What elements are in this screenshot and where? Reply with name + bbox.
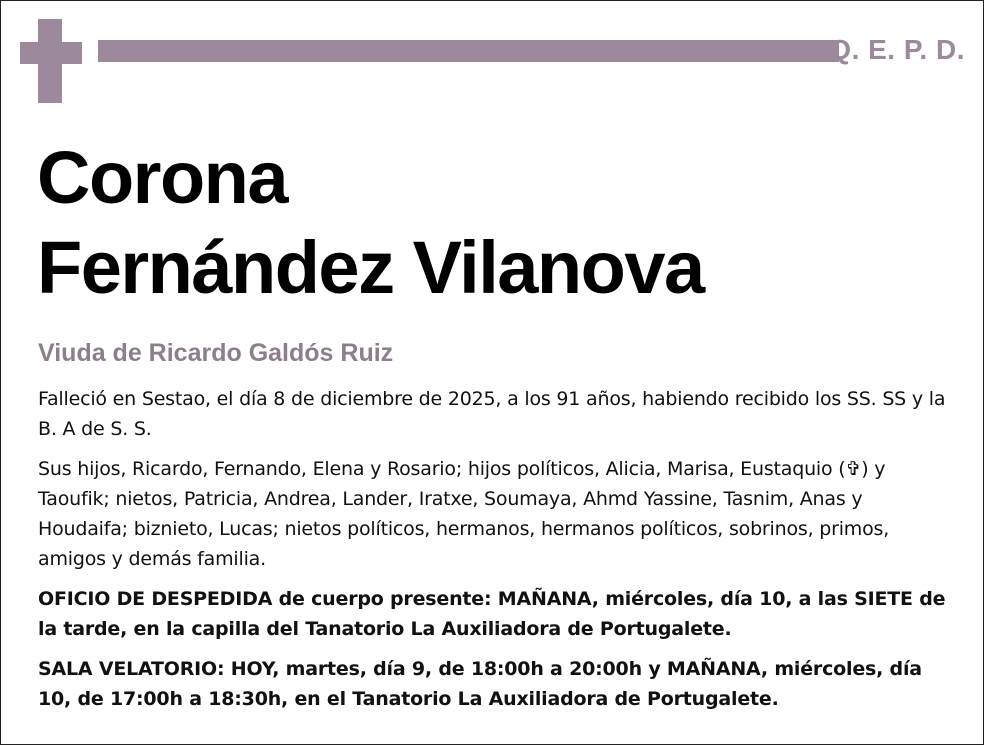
cross-icon-bar: [20, 42, 82, 64]
obituary-body: [38, 384, 958, 724]
family-paragraph: Sus hijos, Ricardo, Fernando, Elena y Rosario; hijos políticos, Alicia, Marisa, Eustaquio (✞) y Taoufik; nietos, Patricia, Andrea, Lander, Iratxe, Soumaya, Ahmd Yassine, Tasnim, Anas y Houdaifa; biznieto, Lucas; nietos políticos, hermanos, hermanos políticos, sobrinos, primos, amigos y demás familia.: [38, 458, 890, 570]
deceased-surnames: Fernández Vilanova: [37, 226, 704, 309]
header-rule: [98, 40, 839, 62]
death-paragraph: Falleció en Sestao, el día 8 de diciembre de 2025, a los 91 años, habiendo recibido los SS. SS y la B. A de S. S.: [38, 388, 946, 440]
qepd-label: Q. E. P. D.: [829, 34, 965, 65]
deceased-name: [37, 133, 704, 313]
wake-paragraph: SALA VELATORIO: HOY, martes, día 9, de 18:00h a 20:00h y MAÑANA, miércoles, día 10, de 17:00h a 18:30h, en el Tanatorio La Auxiliadora de Portugalete.: [38, 658, 922, 710]
widow-of-line: Viuda de Ricardo Galdós Ruiz: [38, 339, 394, 367]
deceased-first-name: Corona: [37, 136, 287, 219]
service-paragraph: OFICIO DE DESPEDIDA de cuerpo presente: MAÑANA, miércoles, día 10, a las SIETE de la tarde, en la capilla del Tanatorio La Auxiliadora de Portugalete.: [38, 588, 946, 640]
